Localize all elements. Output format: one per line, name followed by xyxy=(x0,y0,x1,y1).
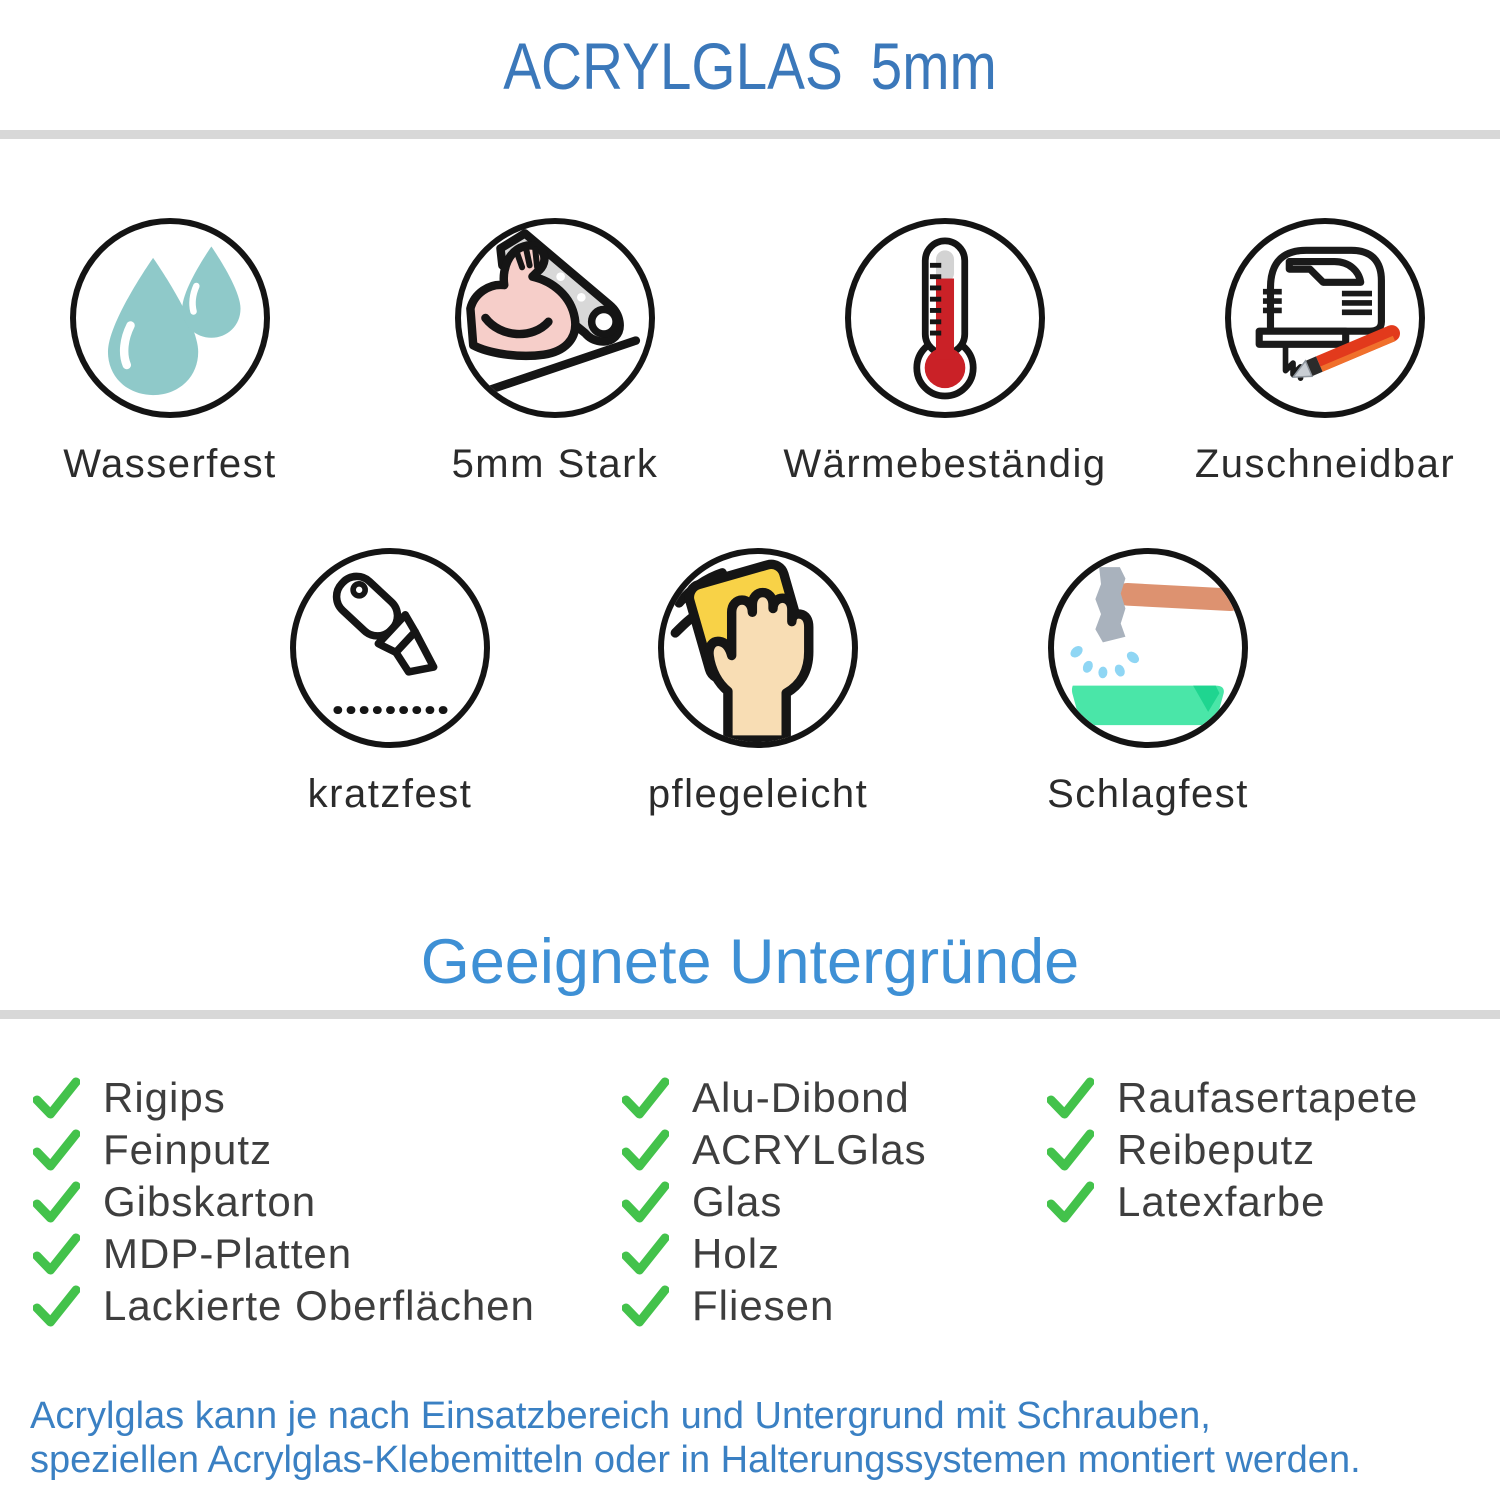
substrate-label: Glas xyxy=(692,1178,783,1225)
top-divider xyxy=(0,130,1500,139)
feature-label: 5mm Stark xyxy=(451,442,659,486)
check-icon xyxy=(622,1285,669,1327)
check-icon xyxy=(33,1129,80,1171)
substrate-item xyxy=(33,1176,535,1228)
substrate-item xyxy=(622,1228,927,1280)
flexed-arm-icon xyxy=(461,224,649,412)
feature-easy-care xyxy=(588,548,928,817)
check-icon xyxy=(1047,1077,1094,1119)
feature-label: kratzfest xyxy=(307,772,473,816)
substrate-item xyxy=(1047,1072,1418,1124)
substrates-heading: Geeignete Untergründe xyxy=(420,927,1080,997)
feature-label: Schlagfest xyxy=(1047,772,1249,816)
substrate-label: MDP-Platten xyxy=(103,1230,353,1277)
substrate-label: Feinputz xyxy=(103,1126,273,1173)
substrate-item xyxy=(622,1280,927,1332)
substrate-label: Rigips xyxy=(103,1074,226,1121)
substrate-label: Gibskarton xyxy=(103,1178,317,1225)
feature-cuttable xyxy=(1155,218,1495,487)
substrate-label: Latexfarbe xyxy=(1117,1178,1326,1225)
substrate-item xyxy=(33,1228,535,1280)
substrate-label: Reibeputz xyxy=(1117,1126,1316,1173)
check-icon xyxy=(1047,1181,1094,1223)
substrate-item xyxy=(1047,1176,1418,1228)
substrate-item xyxy=(622,1124,927,1176)
substrate-label: Raufasertapete xyxy=(1117,1074,1419,1121)
substrate-item xyxy=(1047,1124,1418,1176)
mounting-note-line2: speziellen Acrylglas-Klebemitteln oder in Halterungssystemen montiert werden. xyxy=(30,1439,1361,1481)
substrates-divider xyxy=(0,1010,1500,1019)
substrate-item xyxy=(33,1280,535,1332)
check-icon xyxy=(622,1233,669,1275)
check-icon xyxy=(1047,1129,1094,1171)
feature-circle xyxy=(290,548,490,748)
water-drops-icon xyxy=(76,224,264,412)
substrate-label: Alu-Dibond xyxy=(692,1074,910,1121)
check-icon xyxy=(622,1181,669,1223)
substrates-column-2 xyxy=(622,1072,927,1332)
feature-waterproof xyxy=(0,218,340,487)
jigsaw-knife-icon xyxy=(1231,224,1419,412)
check-icon xyxy=(33,1181,80,1223)
feature-heat-resistant xyxy=(775,218,1115,487)
feature-label: pflegeleicht xyxy=(647,772,869,816)
substrate-label: Fliesen xyxy=(692,1282,835,1329)
feature-label: Zuschneidbar xyxy=(1194,442,1456,486)
feature-scratch-proof xyxy=(220,548,560,817)
feature-circle xyxy=(1048,548,1248,748)
utility-knife-icon xyxy=(296,554,484,742)
thermometer-icon xyxy=(851,224,1039,412)
check-icon xyxy=(622,1077,669,1119)
feature-thickness xyxy=(385,218,725,487)
feature-impact-proof xyxy=(978,548,1318,817)
hammer-icon xyxy=(1054,554,1242,742)
substrate-item xyxy=(622,1176,927,1228)
feature-label: Wasserfest xyxy=(63,442,277,486)
check-icon xyxy=(33,1077,80,1119)
mounting-note-line1: Acrylglas kann je nach Einsatzbereich und Untergrund mit Schrauben, xyxy=(30,1395,1211,1437)
substrate-item xyxy=(33,1124,535,1176)
substrate-label: ACRYLGlas xyxy=(692,1126,927,1173)
substrates-column-1 xyxy=(33,1072,535,1332)
substrate-label: Lackierte Oberflächen xyxy=(103,1282,535,1329)
feature-circle xyxy=(845,218,1045,418)
check-icon xyxy=(33,1233,80,1275)
feature-circle xyxy=(455,218,655,418)
feature-label: Wärmebeständig xyxy=(783,442,1107,486)
feature-circle xyxy=(658,548,858,748)
feature-circle xyxy=(70,218,270,418)
feature-circle xyxy=(1225,218,1425,418)
substrates-column-3 xyxy=(1047,1072,1418,1228)
wiping-hand-icon xyxy=(664,554,852,742)
check-icon xyxy=(622,1129,669,1171)
substrate-item xyxy=(622,1072,927,1124)
page-title: ACRYLGLAS 5mm xyxy=(503,29,997,103)
mounting-note xyxy=(30,1394,1361,1482)
substrate-item xyxy=(33,1072,535,1124)
check-icon xyxy=(33,1285,80,1327)
substrate-label: Holz xyxy=(692,1230,781,1277)
